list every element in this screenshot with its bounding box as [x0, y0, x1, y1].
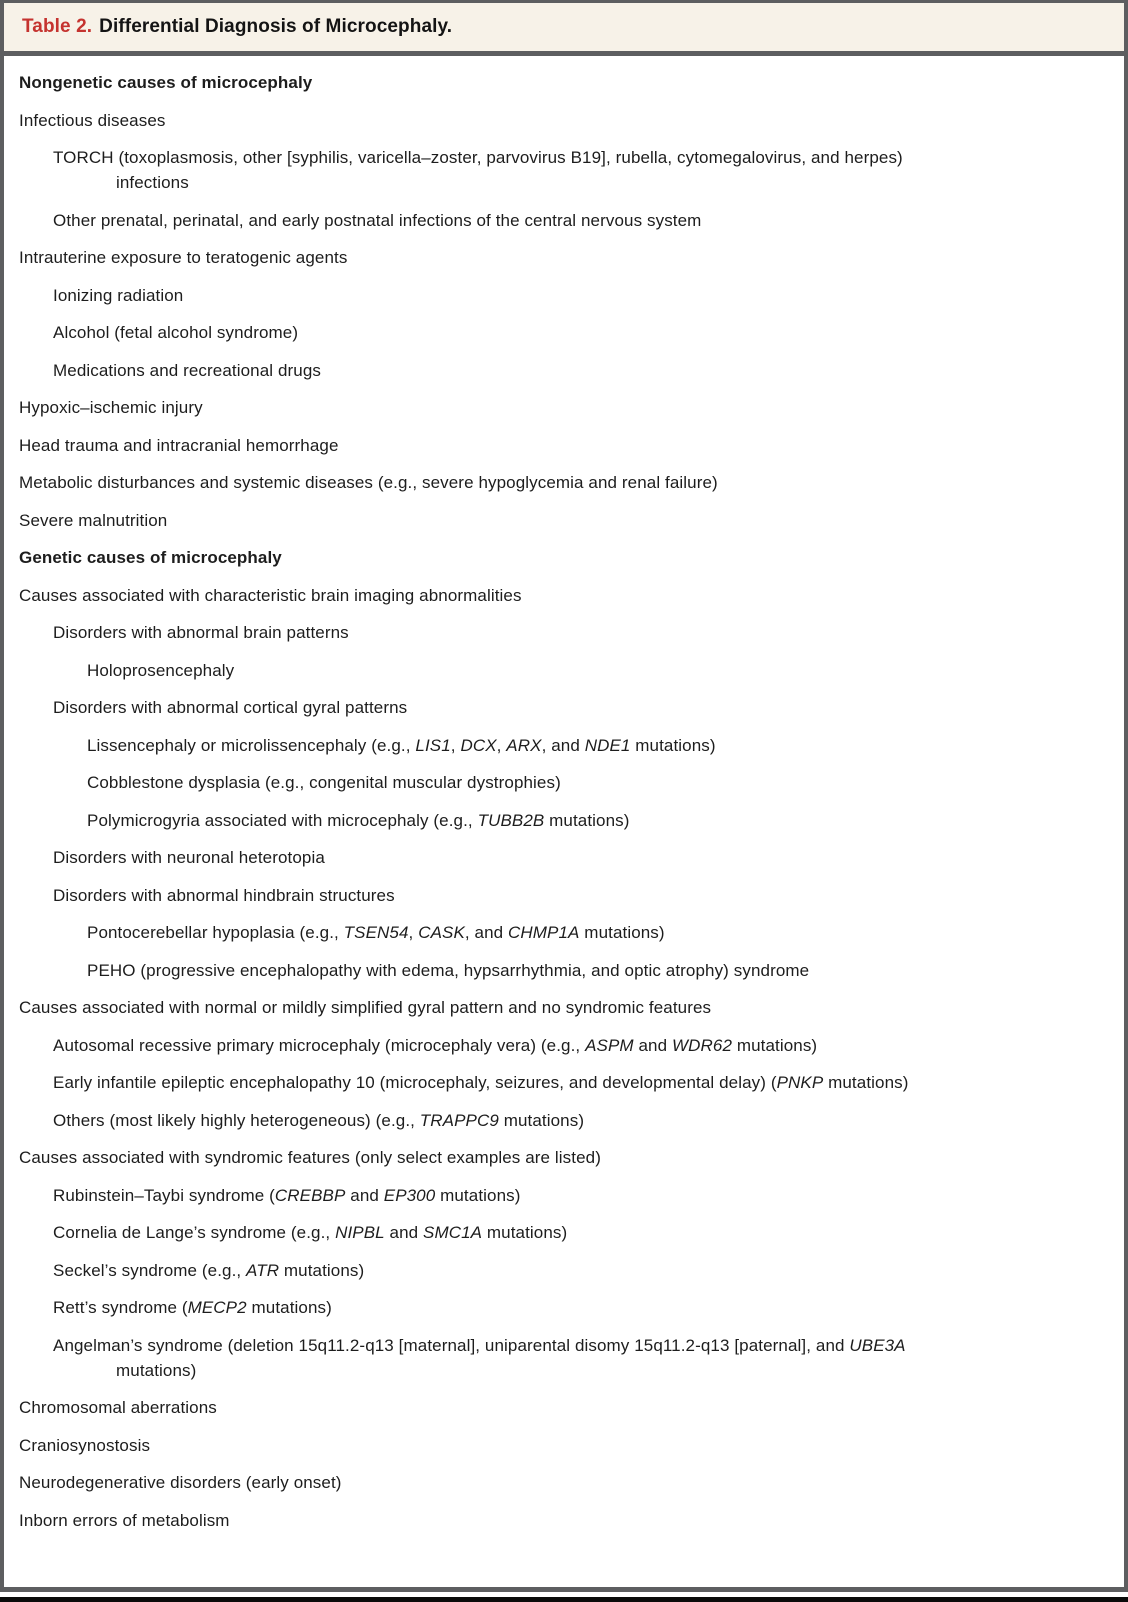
- row-text: Ionizing radiation: [53, 285, 184, 305]
- gene-name: TUBB2B: [477, 810, 545, 830]
- row-text: Hypoxic–ischemic injury: [19, 398, 203, 417]
- row-text: Disorders with abnormal cortical gyral patterns: [53, 698, 408, 717]
- row-text: Craniosynostosis: [19, 1435, 151, 1455]
- table-row: [4, 1108, 1108, 1133]
- gene-name: MECP2: [187, 1298, 247, 1317]
- row-text: Other prenatal, perinatal, and early postnatal infections of the central nervous system: [53, 210, 702, 230]
- gene-name: TRAPPC9: [419, 1110, 499, 1130]
- table-row: [4, 958, 1108, 983]
- bottom-page-rule: [0, 1597, 1128, 1602]
- gene-name: WDR62: [671, 1035, 732, 1055]
- table-row: [4, 1470, 1108, 1495]
- table-row: [4, 433, 1108, 458]
- row-text: and: [345, 1185, 384, 1205]
- table-row: [4, 658, 1108, 683]
- row-text: Chromosomal aberrations: [19, 1398, 217, 1417]
- table-row: [4, 245, 1108, 270]
- table-row: [4, 1258, 1108, 1283]
- gene-name: EP300: [383, 1185, 436, 1205]
- table-row: [4, 108, 1108, 133]
- gene-name: CHMP1A: [508, 923, 580, 942]
- row-text: Lissencephaly or microlissencephaly (e.g.,: [87, 735, 416, 755]
- row-text: Infectious diseases: [19, 110, 166, 130]
- row-text: mutations): [498, 1110, 585, 1130]
- row-text: Disorders with abnormal hindbrain structures: [53, 885, 395, 905]
- row-text: Others (most likely highly heterogeneous) (e.g.,: [53, 1110, 420, 1130]
- row-text: Causes associated with syndromic features (only select examples are listed): [19, 1148, 601, 1167]
- row-text: Rett’s syndrome (: [53, 1298, 188, 1317]
- row-text: mutations): [116, 1360, 197, 1380]
- row-text: mutations): [823, 1073, 909, 1092]
- gene-name: CREBBP: [274, 1185, 346, 1205]
- row-text: and: [633, 1035, 672, 1055]
- row-text: Cobblestone dysplasia (e.g., congenital muscular dystrophies): [87, 773, 561, 792]
- row-text: Genetic causes of microcephaly: [19, 548, 282, 567]
- table-row: [4, 995, 1108, 1020]
- table-row: [4, 1033, 1108, 1058]
- gene-name: LIS1: [415, 735, 451, 755]
- table-row: [4, 808, 1108, 833]
- row-text: Disorders with neuronal heterotopia: [53, 848, 325, 867]
- table-number-label: Table 2.: [22, 16, 93, 37]
- row-text: Disorders with abnormal brain patterns: [53, 623, 349, 642]
- table-row: [4, 1070, 1108, 1095]
- table-row: [4, 470, 1108, 495]
- table-row: [4, 1295, 1108, 1320]
- gene-name: UBE3A: [849, 1335, 906, 1355]
- gene-name: SMC1A: [423, 1223, 483, 1242]
- table-row: [4, 70, 1108, 95]
- row-text: Inborn errors of metabolism: [19, 1510, 230, 1530]
- row-text: Holoprosencephaly: [87, 660, 235, 680]
- table-row: [4, 1333, 1108, 1383]
- row-text: ,: [408, 923, 419, 942]
- table-row: [4, 770, 1108, 795]
- row-text: mutations): [630, 735, 716, 755]
- table-row: [4, 395, 1108, 420]
- row-text: Early infantile epileptic encephalopathy 10 (microcephaly, seizures, and developmental delay) (: [53, 1073, 777, 1092]
- gene-name: ASPM: [585, 1035, 634, 1055]
- row-text: Cornelia de Lange’s syndrome (e.g.,: [53, 1223, 336, 1242]
- table-row: [4, 733, 1108, 758]
- row-text: Severe malnutrition: [19, 510, 168, 530]
- row-text: mutations): [544, 810, 630, 830]
- row-text: mutations): [732, 1035, 818, 1055]
- table-row: [4, 845, 1108, 870]
- table-row: [4, 1508, 1108, 1533]
- table-header: [4, 3, 1124, 56]
- gene-name: TSEN54: [343, 923, 409, 942]
- table-row: [4, 1395, 1108, 1420]
- row-text: Polymicrogyria associated with microcephaly (e.g.,: [87, 810, 478, 830]
- row-text: Causes associated with normal or mildly simplified gyral pattern and no syndromic features: [19, 998, 712, 1017]
- row-text: Angelman’s syndrome (deletion 15q11.2-q13 [maternal], uniparental disomy 15q11.2-q13 [paternal], and: [53, 1335, 850, 1355]
- row-text: Medications and recreational drugs: [53, 360, 321, 380]
- row-text: Autosomal recessive primary microcephaly (microcephaly vera) (e.g.,: [53, 1035, 586, 1055]
- table-title: Differential Diagnosis of Microcephaly.: [99, 16, 453, 37]
- table-row: [4, 583, 1108, 608]
- row-text: Neurodegenerative disorders (early onset): [19, 1473, 342, 1492]
- row-text: TORCH (toxoplasmosis, other [syphilis, varicella–zoster, parvovirus B19], rubella, cytomegalovirus, and herpes): [53, 148, 903, 167]
- gene-name: ARX: [506, 735, 542, 755]
- row-text: ,: [496, 735, 507, 755]
- row-text: Pontocerebellar hypoplasia (e.g.,: [87, 923, 344, 942]
- row-text: and: [384, 1223, 424, 1242]
- table-row: [4, 1183, 1108, 1208]
- row-text: mutations): [279, 1260, 365, 1280]
- table-row: [4, 920, 1108, 945]
- table-row: [4, 320, 1108, 345]
- table-row: [4, 208, 1108, 233]
- row-text: Rubinstein–Taybi syndrome (: [53, 1185, 275, 1205]
- row-text: mutations): [246, 1298, 332, 1317]
- table-row: [4, 283, 1108, 308]
- row-text: mutations): [435, 1185, 521, 1205]
- table-row: [4, 358, 1108, 383]
- gene-name: PNKP: [776, 1073, 824, 1092]
- row-text: , and: [464, 923, 509, 942]
- row-text: Nongenetic causes of microcephaly: [19, 73, 313, 92]
- table-row: [4, 1433, 1108, 1458]
- gene-name: CASK: [418, 923, 465, 942]
- gene-name: NIPBL: [335, 1223, 385, 1242]
- gene-name: DCX: [460, 735, 497, 755]
- gene-name: ATR: [246, 1260, 280, 1280]
- row-text: , and: [541, 735, 585, 755]
- row-text: mutations): [579, 923, 665, 942]
- table-row: [4, 883, 1108, 908]
- row-text: Metabolic disturbances and systemic diseases (e.g., severe hypoglycemia and renal failure): [19, 473, 718, 492]
- row-text: Intrauterine exposure to teratogenic agents: [19, 248, 348, 267]
- table-row: [4, 545, 1108, 570]
- row-text: Seckel’s syndrome (e.g.,: [53, 1260, 247, 1280]
- row-text: infections: [116, 173, 189, 192]
- row-text: ,: [450, 735, 461, 755]
- row-text: mutations): [482, 1223, 568, 1242]
- table-row: [4, 1145, 1108, 1170]
- table-row: [4, 620, 1108, 645]
- row-text: PEHO (progressive encephalopathy with edema, hypsarrhythmia, and optic atrophy) syndrome: [87, 960, 810, 980]
- table-row: [4, 1220, 1108, 1245]
- table-row: [4, 508, 1108, 533]
- table-body: [4, 56, 1124, 1565]
- row-text: Causes associated with characteristic brain imaging abnormalities: [19, 585, 522, 605]
- row-text: Head trauma and intracranial hemorrhage: [19, 435, 339, 455]
- table-row: [4, 145, 1108, 195]
- row-text: Alcohol (fetal alcohol syndrome): [53, 323, 299, 342]
- gene-name: NDE1: [584, 735, 631, 755]
- table-row: [4, 695, 1108, 720]
